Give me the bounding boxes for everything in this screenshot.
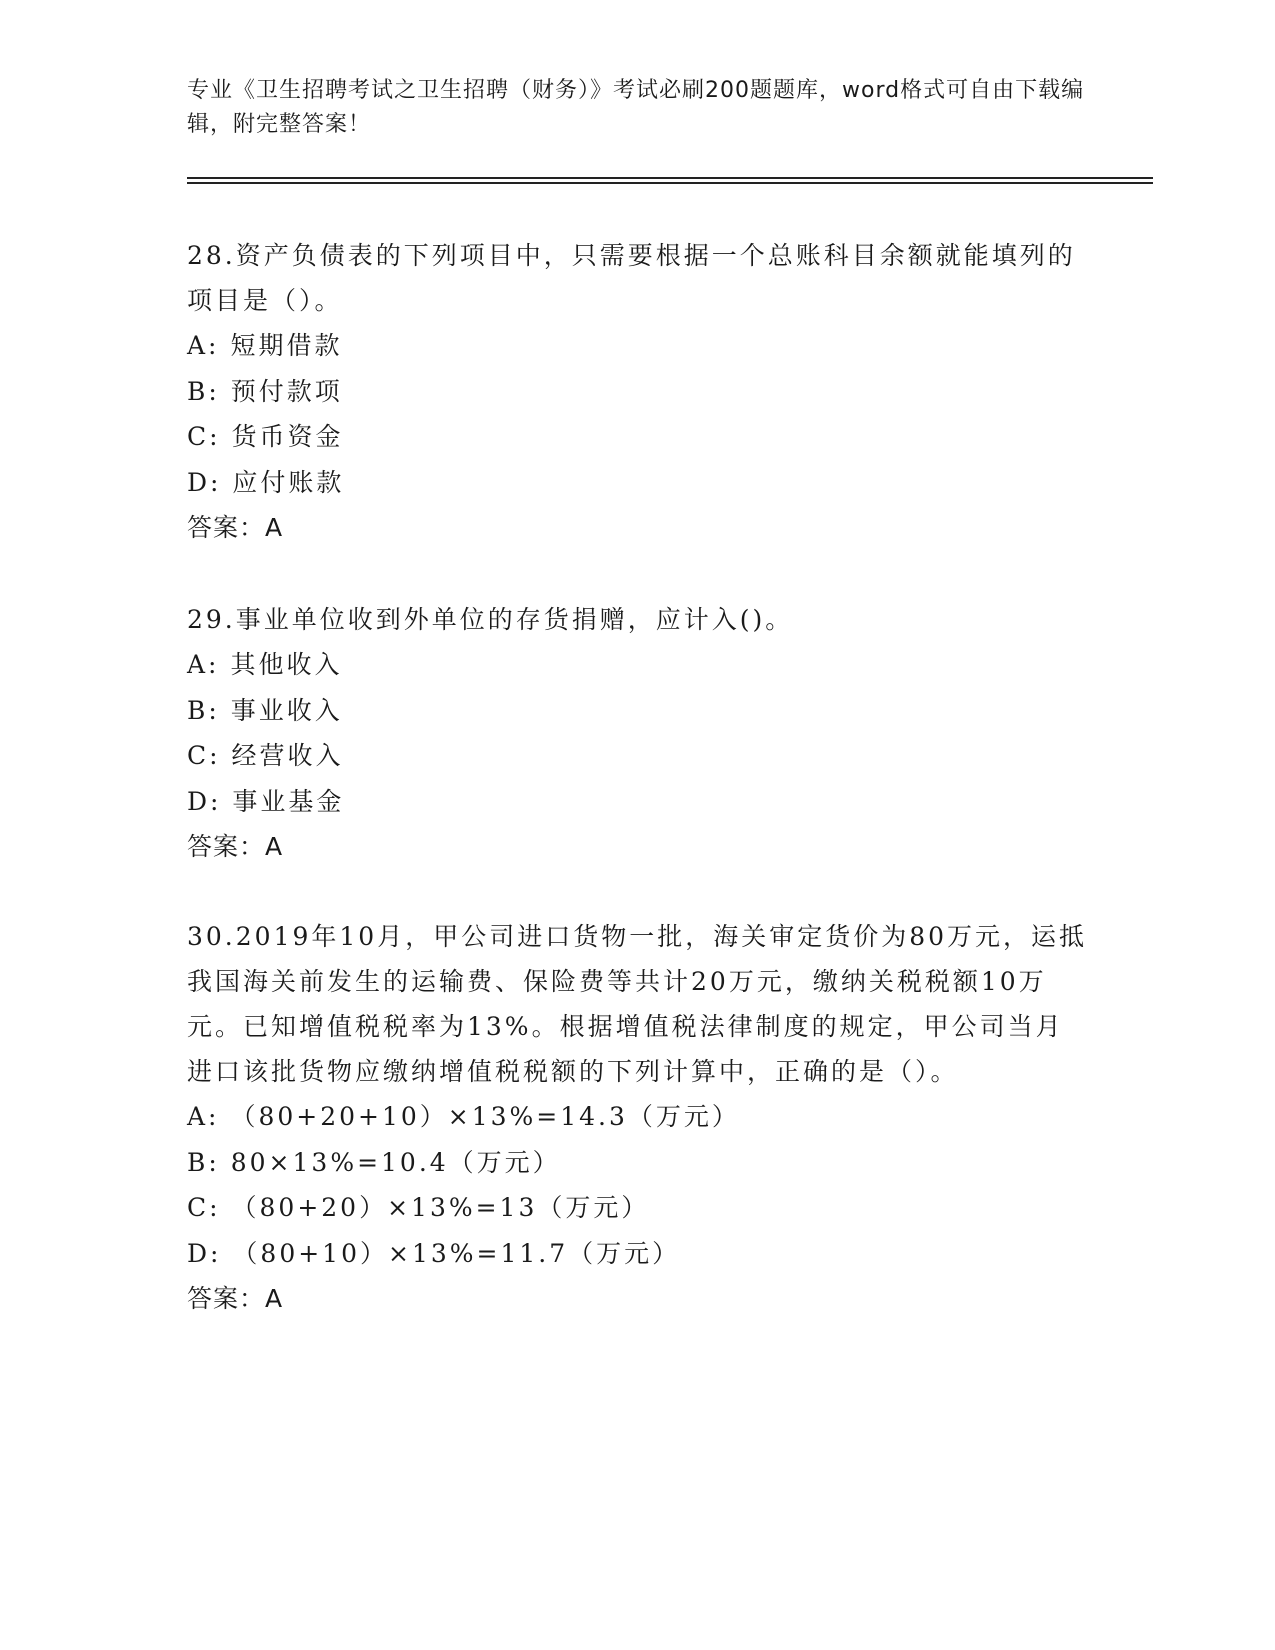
option-a [187,323,1087,369]
option-b [187,369,1087,415]
option-text: （80+10）×13%=11.7（万元） [232,1238,681,1268]
option-a [187,642,1087,688]
question-text: 资产负债表的下列项目中，只需要根据一个总账科目余额就能填列的项目是（）。 [187,241,1076,315]
option-key: D: [187,467,222,497]
question-text: 事业单位收到外单位的存货捐赠，应计入()。 [235,605,794,634]
option-key: C: [187,1193,221,1222]
option-c [187,733,1087,779]
question-28 [187,233,1087,550]
option-text: （80+20+10）×13%=14.3（万元） [230,1102,740,1131]
option-d [187,779,1087,825]
document-header: 专业《卫生招聘考试之卫生招聘（财务）》考试必刷200题题库，word格式可自由下载编辑，附完整答案！ [187,78,1085,137]
question-29 [187,597,1087,869]
question-number: 30. [187,922,236,951]
answer-line [187,505,1087,550]
option-text: 预付款项 [230,376,343,406]
answer-line [187,1276,1087,1321]
option-text: 其他收入 [230,650,343,679]
answer-value: A [265,513,284,542]
question-number: 29. [187,605,236,634]
option-a [187,1094,1087,1140]
option-key: B: [187,376,220,406]
option-text: 短期借款 [230,331,343,360]
answer-line [187,824,1087,869]
header-divider-top [187,177,1153,179]
option-key: A: [187,331,220,360]
answer-value: A [265,1284,284,1313]
question-stem [187,233,1087,323]
answer-label: 答案： [187,513,266,542]
question-stem [187,914,1087,1094]
option-text: 货币资金 [231,422,344,451]
option-d [187,460,1087,506]
option-text: 事业收入 [230,695,343,725]
header-divider-bottom [187,182,1153,184]
option-key: C: [187,422,221,451]
option-c [187,414,1087,460]
option-b [187,688,1087,734]
option-key: A: [187,650,220,679]
option-key: D: [187,786,222,816]
answer-label: 答案： [187,832,266,861]
option-key: D: [187,1238,222,1268]
option-key: B: [187,695,220,725]
question-30 [187,914,1087,1321]
answer-label: 答案： [187,1284,266,1313]
option-key: B: [187,1147,220,1177]
option-text: 事业基金 [232,786,345,816]
option-text: 应付账款 [232,467,345,497]
question-number: 28. [187,241,236,270]
option-d [187,1231,1087,1277]
question-stem [187,597,1087,642]
option-text: 经营收入 [231,741,344,770]
option-text: 80×13%=10.4（万元） [230,1147,561,1177]
option-key: A: [187,1102,220,1131]
answer-value: A [265,832,284,861]
option-c [187,1185,1087,1231]
option-b [187,1140,1087,1186]
option-key: C: [187,741,221,770]
question-text: 2019年10月，甲公司进口货物一批，海关审定货价为80万元，运抵我国海关前发生的运输费、保险费等共计20万元，缴纳关税税额10万元。已知增值税税率为13%。根据增值税法律制度的规定，甲公司当月进口该批货物应缴纳增值税税额的下列计算中，正确的是（）。 [187,922,1088,1086]
option-text: （80+20）×13%=13（万元） [231,1193,650,1222]
